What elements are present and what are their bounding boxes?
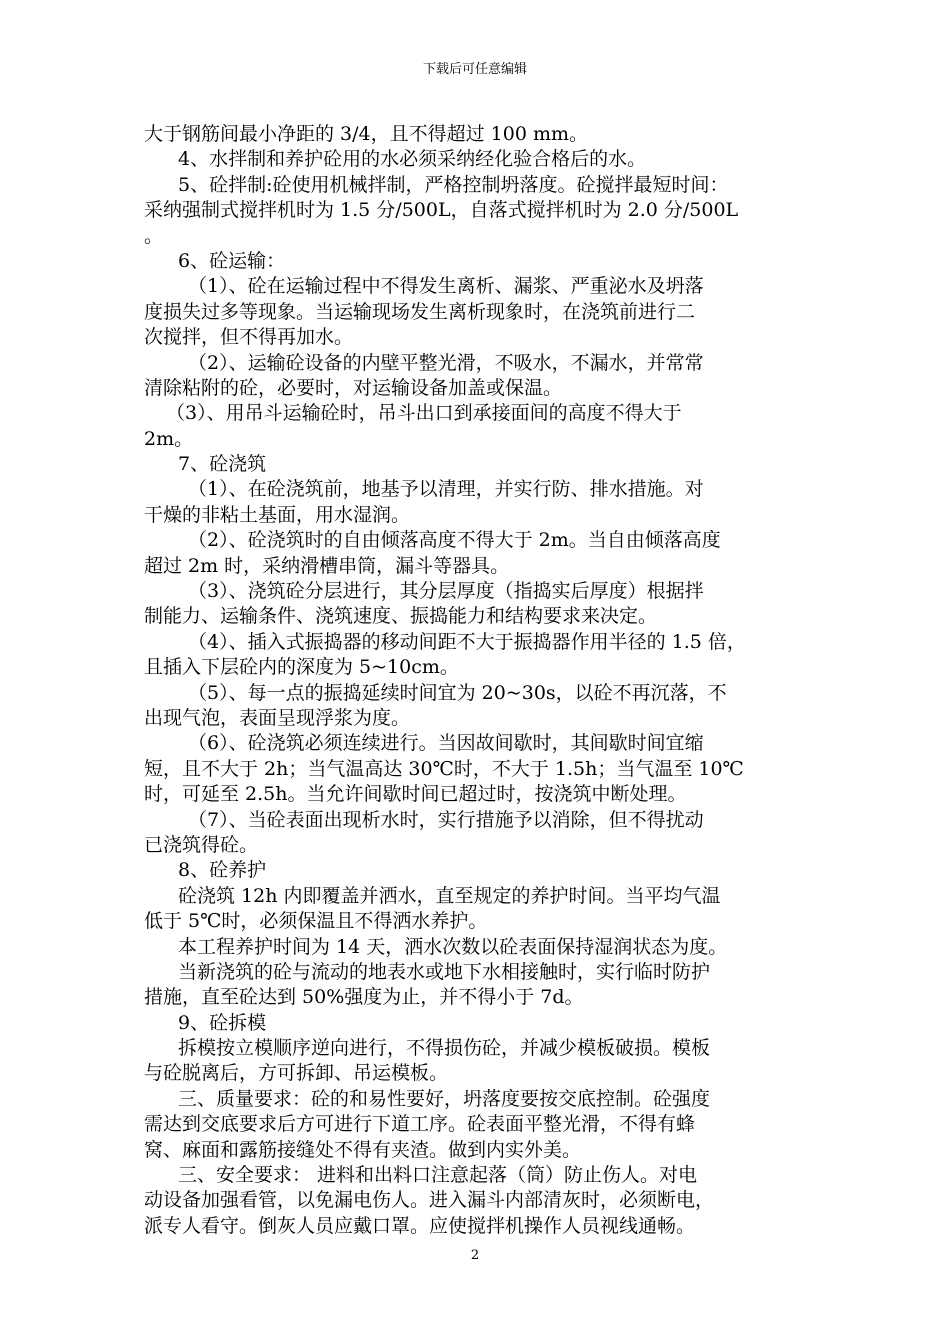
text-line: 本工程养护时间为 14 天，洒水次数以砼表面保持湿润状态为度。 bbox=[178, 935, 728, 958]
text-line: 7、砼浇筑 bbox=[178, 453, 267, 476]
text-line: 清除粘附的砼，必要时，对运输设备加盖或保温。 bbox=[144, 376, 563, 399]
text-line: （1）、砼在运输过程中不得发生离析、漏浆、严重泌水及坍落 bbox=[188, 275, 704, 298]
text-line: （2）、运输砼设备的内壁平整光滑，不吸水，不漏水，并常常 bbox=[188, 351, 704, 374]
text-line: （6）、砼浇筑必须连续进行。当因故间歇时，其间歇时间宜缩 bbox=[188, 732, 704, 755]
text-line: 当新浇筑的砼与流动的地表水或地下水相接触时，实行临时防护 bbox=[178, 960, 711, 983]
text-line: 超过 2m 时，采纳滑槽串筒，漏斗等器具。 bbox=[144, 554, 510, 577]
text-line: 动设备加强看管，以免漏电伤人。进入漏斗内部清灰时，必须断电， bbox=[144, 1189, 715, 1212]
text-line: 短，且不大于 2h；当气温高达 30℃时，不大于 1.5h；当气温至 10℃ bbox=[144, 757, 744, 780]
text-line: 4、水拌制和养护砼用的水必须采纳经化验合格后的水。 bbox=[178, 148, 647, 171]
text-line: 。 bbox=[144, 224, 164, 247]
text-line: （4）、插入式振捣器的移动间距不大于振捣器作用半径的 1.5 倍， bbox=[188, 630, 746, 653]
text-line: 度损失过多等现象。当运输现场发生离析现象时，在浇筑前进行二 bbox=[144, 300, 696, 323]
page-header: 下载后可任意编辑 bbox=[422, 62, 527, 77]
text-line: 干燥的非粘土基面，用水湿润。 bbox=[144, 503, 411, 526]
text-line: 2m。 bbox=[144, 427, 194, 450]
text-line: （2）、砼浇筑时的自由倾落高度不得大于 2m。当自由倾落高度 bbox=[188, 529, 721, 552]
text-line: 6、砼运输： bbox=[178, 249, 286, 272]
text-line: 砼浇筑 12h 内即覆盖并洒水，直至规定的养护时间。当平均气温 bbox=[178, 884, 721, 907]
document-body bbox=[144, 122, 814, 1239]
text-line: 采纳强制式搅拌机时为 1.5 分/500L，自落式搅拌机时为 2.0 分/500L bbox=[144, 199, 739, 222]
text-line: 9、砼拆模 bbox=[178, 1011, 267, 1034]
text-line: 低于 5℃时，必须保温且不得洒水养护。 bbox=[144, 910, 488, 933]
text-line: 制能力、运输条件、浇筑速度、振捣能力和结构要求来决定。 bbox=[144, 605, 658, 628]
text-line: （3）、用吊斗运输砼时，吊斗出口到承接面间的高度不得大于 bbox=[166, 402, 682, 425]
text-line: 次搅拌，但不得再加水。 bbox=[144, 326, 354, 349]
text-line: 出现气泡，表面呈现浮浆为度。 bbox=[144, 706, 411, 729]
text-line: 大于钢筋间最小净距的 3/4，且不得超过 100 mm。 bbox=[144, 123, 588, 145]
text-line: 拆模按立模顺序逆向进行，不得损伤砼，并减少模板破损。模板 bbox=[178, 1037, 711, 1060]
text-line: 与砼脱离后，方可拆卸、吊运模板。 bbox=[144, 1062, 449, 1085]
text-line: 三、安全要求： 进料和出料口注意起落（筒）防止伤人。对电 bbox=[178, 1164, 698, 1187]
text-line: 措施，直至砼达到 50%强度为止，并不得小于 7d。 bbox=[144, 986, 584, 1009]
text-line: 窝、麻面和露筋接缝处不得有夹渣。做到内实外美。 bbox=[144, 1138, 582, 1161]
text-line: 且插入下层砼内的深度为 5~10cm。 bbox=[144, 656, 459, 679]
text-line: （7）、当砼表面出现析水时，实行措施予以消除，但不得扰动 bbox=[188, 808, 704, 831]
text-line: （5）、每一点的振捣延续时间宜为 20~30s，以砼不再沉落，不 bbox=[188, 681, 727, 704]
text-line: 派专人看守。倒灰人员应戴口罩。应使搅拌机操作人员视线通畅。 bbox=[144, 1214, 696, 1237]
text-line: （3）、浇筑砼分层进行，其分层厚度（指捣实后厚度）根据拌 bbox=[188, 580, 704, 603]
text-line: 三、质量要求：砼的和易性要好，坍落度要按交底控制。砼强度 bbox=[178, 1087, 711, 1110]
text-line: 8、砼养护 bbox=[178, 859, 267, 882]
text-line: 已浇筑得砼。 bbox=[144, 833, 259, 856]
text-line: 时，可延至 2.5h。当允许间歇时间已超过时，按浇筑中断处理。 bbox=[144, 783, 687, 806]
text-line: （1）、在砼浇筑前，地基予以清理，并实行防、排水措施。对 bbox=[188, 478, 704, 501]
text-line: 需达到交底要求后方可进行下道工序。砼表面平整光滑，不得有蜂 bbox=[144, 1113, 696, 1136]
text-line: 5、砼拌制:砼使用机械拌制，严格控制坍落度。砼搅拌最短时间： bbox=[178, 173, 729, 196]
page-number: 2 bbox=[470, 1248, 480, 1263]
